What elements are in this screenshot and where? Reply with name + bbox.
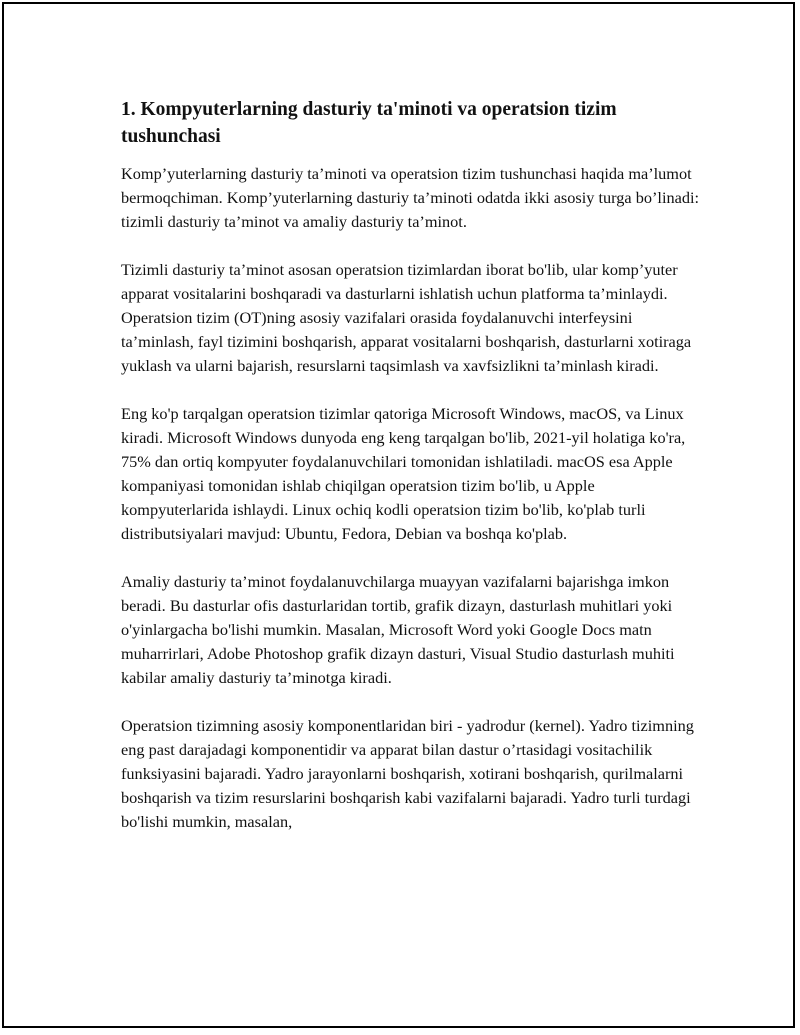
paragraph-system-software: Tizimli dasturiy ta’minot asosan operatsion tizimlardan iborat bo'lib, ular komp’yuter apparat vositalarini boshqaradi va dasturlarni ishlatish uchun platforma ta’minlaydi. Operatsion tizim (OT)ning asosiy vazifalari orasida foydalanuvchi interfeysini ta’minlash, fayl tizimini boshqarish, apparat vositalarni boshqarish, dasturlarni xotiraga yuklash va ularni bajarish, resurslarni taqsimlash va xavfsizlikni ta’minlash kiradi.	[121, 260, 692, 375]
paragraph-popular-os: Eng ko'p tarqalgan operatsion tizimlar qatoriga Microsoft Windows, macOS, va Linux kiradi. Microsoft Windows dunyoda eng keng tarqalgan bo'lib, 2021-yil holatiga ko'ra, 75% dan ortiq kompyuter foydalanuvchilari tomonidan ishlatiladi. macOS esa Apple kompaniyasi tomonidan ishlab chiqilgan operatsion tizim bo'lib, u Apple kompyuterlarida ishlaydi. Linux ochiq kodli operatsion tizim bo'lib, ko'plab turli distributsiyalari mavjud: Ubuntu, Fedora, Debian va boshqa ko'plab.	[121, 404, 686, 543]
document-page	[2, 2, 795, 1028]
document-body	[121, 96, 701, 858]
paragraph-intro: Komp’yuterlarning dasturiy ta’minoti va operatsion tizim tushunchasi haqida ma’lumot bermoqchiman. Komp’yuterlarning dasturiy ta’minoti odatda ikki asosiy turga bo’linadi: tizimli dasturiy ta’minot va amaliy dasturiy ta’minot.	[121, 164, 700, 231]
section-title: 1. Kompyuterlarning dasturiy ta'minoti va operatsion tizim tushunchasi	[121, 99, 617, 147]
paragraph-application-software: Amaliy dasturiy ta’minot foydalanuvchilarga muayyan vazifalarni bajarishga imkon beradi. Bu dasturlar ofis dasturlaridan tortib, grafik dizayn, dasturlash muhitlari yoki o'yinlargacha bo'lishi mumkin. Masalan, Microsoft Word yoki Google Docs matn muharrirlari, Adobe Photoshop grafik dizayn dasturi, Visual Studio dasturlash muhiti kabilar amaliy dasturiy ta’minotga kiradi.	[121, 572, 675, 687]
paragraph-kernel: Operatsion tizimning asosiy komponentlaridan biri - yadrodur (kernel). Yadro tizimning eng past darajadagi komponentidir va apparat bilan dastur o’rtasidagi vositachilik funksiyasini bajaradi. Yadro jarayonlarni boshqarish, xotirani boshqarish, qurilmalarni boshqarish va tizim resurslarini boshqarish kabi vazifalarni bajaradi. Yadro turli turdagi bo'lishi mumkin, masalan,	[121, 716, 694, 831]
